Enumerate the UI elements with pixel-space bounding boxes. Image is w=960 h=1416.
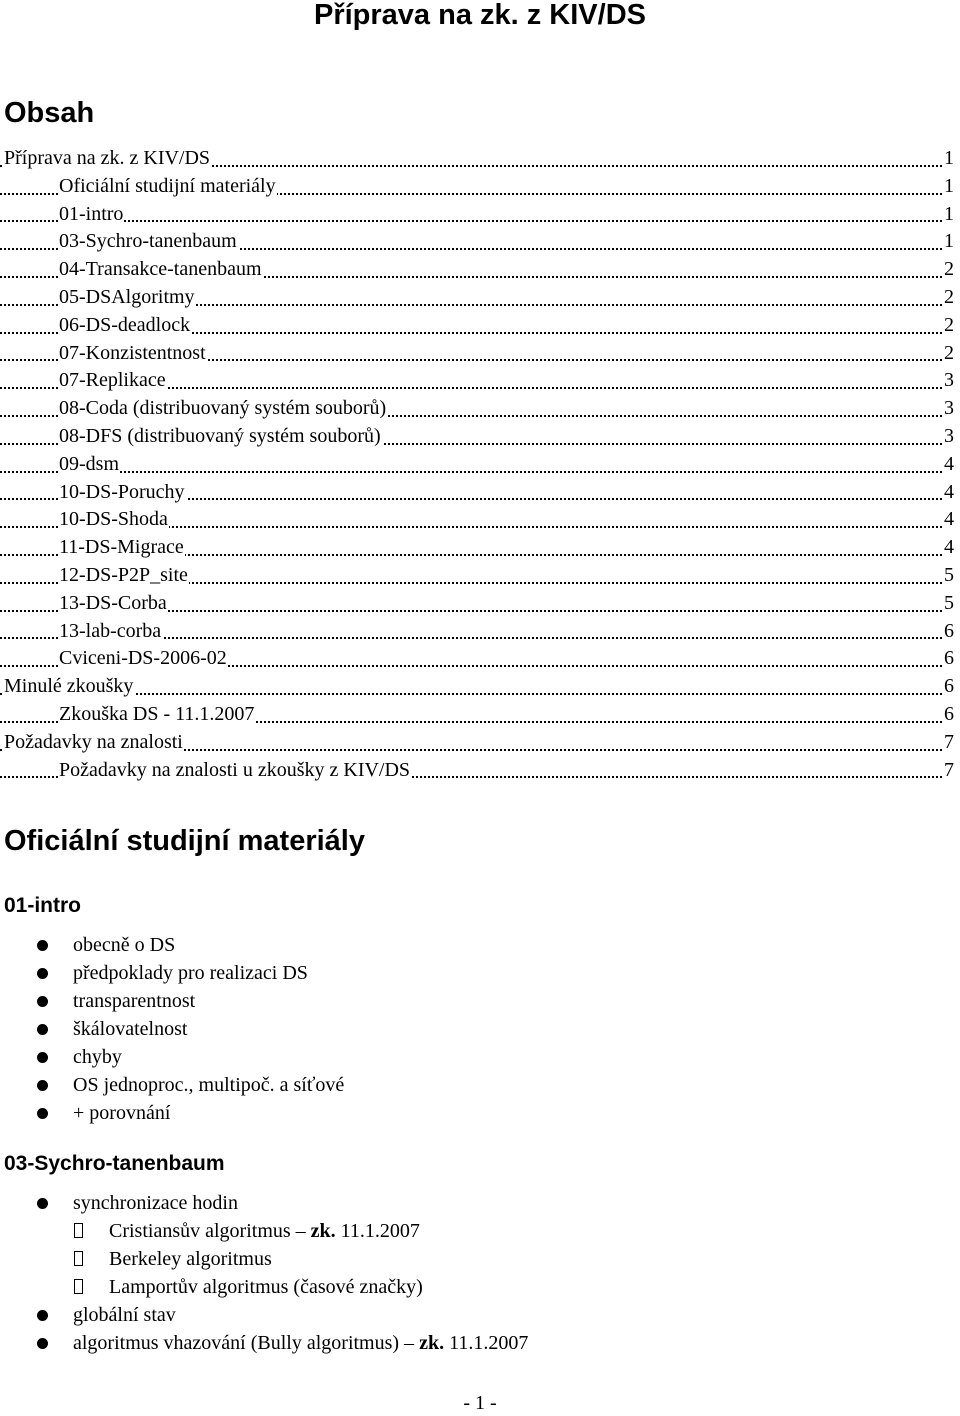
list-item-text: + porovnání — [73, 1102, 171, 1124]
table-of-contents — [0, 145, 960, 784]
toc-entry-title: 01-intro — [59, 201, 124, 229]
toc-entry-page: 1 — [943, 145, 954, 173]
toc-entry-page: 2 — [943, 312, 954, 340]
toc-entry-title: 13-lab-corba — [59, 618, 162, 646]
toc-leader-dots — [0, 471, 954, 473]
list-item — [0, 1099, 960, 1127]
list-item — [0, 1043, 960, 1071]
list-item-text-main: algoritmus vhazování (Bully algoritmus) – — [73, 1332, 420, 1354]
page-number: - 1 - — [463, 1392, 497, 1414]
sub-bullet-icon — [74, 1279, 83, 1294]
toc-entry[interactable] — [0, 645, 960, 673]
toc-heading: Obsah — [4, 97, 95, 129]
section-heading-intro: 01-intro — [4, 894, 82, 917]
toc-entry-title: 12-DS-P2P_site — [59, 562, 189, 590]
toc-entry-title: 10-DS-Shoda — [59, 506, 169, 534]
toc-entry-title: 06-DS-deadlock — [59, 312, 191, 340]
toc-entry[interactable] — [0, 590, 960, 618]
toc-entry-page: 7 — [943, 757, 954, 785]
toc-entry-title: Oficiální studijní materiály — [59, 173, 277, 201]
toc-entry-title: 11-DS-Migrace — [59, 534, 185, 562]
bullet-icon — [37, 1198, 48, 1209]
toc-entry-title: Požadavky na znalosti u zkoušky z KIV/DS — [59, 757, 411, 785]
bullet-icon — [37, 1052, 48, 1063]
toc-entry-page: 3 — [943, 395, 954, 423]
bullet-icon — [37, 1108, 48, 1119]
toc-entry[interactable] — [0, 395, 960, 423]
toc-entry-page: 1 — [943, 201, 954, 229]
toc-entry[interactable] — [0, 701, 960, 729]
bullet-icon — [37, 1338, 48, 1349]
sub-bullet-icon — [74, 1251, 83, 1266]
intro-list — [0, 931, 960, 1127]
toc-entry[interactable] — [0, 534, 960, 562]
toc-entry[interactable] — [0, 256, 960, 284]
exam-date: 11.1.2007 — [335, 1220, 420, 1242]
toc-entry-title: 04-Transakce-tanenbaum — [59, 256, 263, 284]
toc-entry[interactable] — [0, 201, 960, 229]
toc-entry-page: 4 — [943, 479, 954, 507]
list-item — [0, 1273, 960, 1301]
toc-entry-title: 05-DSAlgoritmy — [59, 284, 196, 312]
toc-entry-title: Zkouška DS - 11.1.2007 — [59, 701, 255, 729]
exam-marker: zk. — [419, 1332, 445, 1354]
list-item-text-main: synchronizace hodin — [73, 1192, 238, 1214]
list-item-text — [109, 1273, 423, 1301]
list-item-text — [73, 1189, 238, 1217]
toc-entry-page: 6 — [943, 673, 954, 701]
list-item-text-main: Lamportův algoritmus (časové značky) — [109, 1276, 423, 1298]
toc-entry[interactable] — [0, 228, 960, 256]
toc-entry-title: 08-DFS (distribuovaný systém souborů) — [59, 423, 382, 451]
toc-entry-page: 6 — [943, 618, 954, 646]
toc-leader-dots — [0, 220, 954, 222]
list-item-text: transparentnost — [73, 990, 196, 1012]
toc-entry-page: 6 — [943, 645, 954, 673]
toc-entry-page: 3 — [943, 423, 954, 451]
list-item-text: obecně o DS — [73, 934, 176, 956]
toc-entry-page: 2 — [943, 256, 954, 284]
list-item-text: předpoklady pro realizaci DS — [73, 962, 308, 984]
toc-entry-page: 3 — [943, 367, 954, 395]
list-item-text — [73, 1329, 528, 1357]
toc-entry[interactable] — [0, 173, 960, 201]
toc-entry-title: 07-Replikace — [59, 367, 167, 395]
toc-entry[interactable] — [0, 562, 960, 590]
list-item-text — [73, 1301, 176, 1329]
list-item-text — [109, 1245, 272, 1273]
sub-bullet-icon — [74, 1223, 83, 1238]
bullet-icon — [37, 1080, 48, 1091]
toc-entry[interactable] — [0, 506, 960, 534]
list-item — [0, 1329, 960, 1357]
list-item-text-main: Berkeley algoritmus — [109, 1248, 272, 1270]
bullet-icon — [37, 940, 48, 951]
toc-entry-title: 07-Konzistentnost — [59, 340, 207, 368]
toc-entry[interactable] — [0, 423, 960, 451]
toc-entry[interactable] — [0, 340, 960, 368]
document-title: Příprava na zk. z KIV/DS — [313, 0, 646, 31]
toc-entry-page: 2 — [943, 340, 954, 368]
toc-entry[interactable] — [0, 757, 960, 785]
toc-entry[interactable] — [0, 451, 960, 479]
list-item — [0, 931, 960, 959]
list-item — [0, 1245, 960, 1273]
toc-entry-page: 7 — [943, 729, 954, 757]
toc-entry[interactable] — [0, 284, 960, 312]
list-item-text — [109, 1217, 420, 1245]
list-item-text-main: globální stav — [73, 1304, 176, 1326]
section-heading-sychro: 03-Sychro-tanenbaum — [4, 1152, 225, 1175]
toc-entry-title: Požadavky na znalosti — [4, 729, 184, 757]
toc-entry-page: 2 — [943, 284, 954, 312]
toc-entry[interactable] — [0, 673, 960, 701]
list-item — [0, 1015, 960, 1043]
bullet-icon — [37, 996, 48, 1007]
toc-entry-title: Cviceni-DS-2006-02 — [59, 645, 228, 673]
toc-entry-page: 4 — [943, 534, 954, 562]
exam-date: 11.1.2007 — [444, 1332, 529, 1354]
toc-entry-page: 5 — [943, 562, 954, 590]
toc-entry[interactable] — [0, 367, 960, 395]
list-item — [0, 987, 960, 1015]
toc-entry-page: 5 — [943, 590, 954, 618]
toc-entry[interactable] — [0, 479, 960, 507]
list-item-text: škálovatelnost — [73, 1018, 188, 1040]
toc-entry-page: 4 — [943, 506, 954, 534]
toc-leader-dots — [0, 693, 954, 695]
list-item — [0, 1301, 960, 1329]
bullet-icon — [37, 1024, 48, 1035]
bullet-icon — [37, 968, 48, 979]
list-item-text-main: Cristiansův algoritmus – — [109, 1220, 311, 1242]
toc-entry[interactable] — [0, 618, 960, 646]
section-heading-materials: Oficiální studijní materiály — [4, 825, 365, 857]
toc-entry-page: 1 — [943, 228, 954, 256]
toc-entry-title: 09-dsm — [59, 451, 120, 479]
toc-entry-title: Příprava na zk. z KIV/DS — [4, 145, 211, 173]
exam-marker: zk. — [310, 1220, 336, 1242]
list-item — [0, 1217, 960, 1245]
toc-entry-page: 6 — [943, 701, 954, 729]
list-item-text: chyby — [73, 1046, 122, 1068]
toc-entry-title: Minulé zkoušky — [4, 673, 134, 701]
toc-entry-title: 03-Sychro-tanenbaum — [59, 228, 238, 256]
toc-entry-page: 4 — [943, 451, 954, 479]
list-item — [0, 959, 960, 987]
toc-entry[interactable] — [0, 729, 960, 757]
toc-entry-title: 10-DS-Poruchy — [59, 479, 186, 507]
list-item — [0, 1071, 960, 1099]
list-item — [0, 1189, 960, 1217]
toc-entry-title: 13-DS-Corba — [59, 590, 168, 618]
toc-entry[interactable] — [0, 312, 960, 340]
bullet-icon — [37, 1310, 48, 1321]
list-item-text: OS jednoproc., multipoč. a síťové — [73, 1074, 345, 1096]
toc-entry[interactable] — [0, 145, 960, 173]
sychro-list — [0, 1189, 960, 1357]
toc-entry-page: 1 — [943, 173, 954, 201]
toc-entry-title: 08-Coda (distribuovaný systém souborů) — [59, 395, 387, 423]
